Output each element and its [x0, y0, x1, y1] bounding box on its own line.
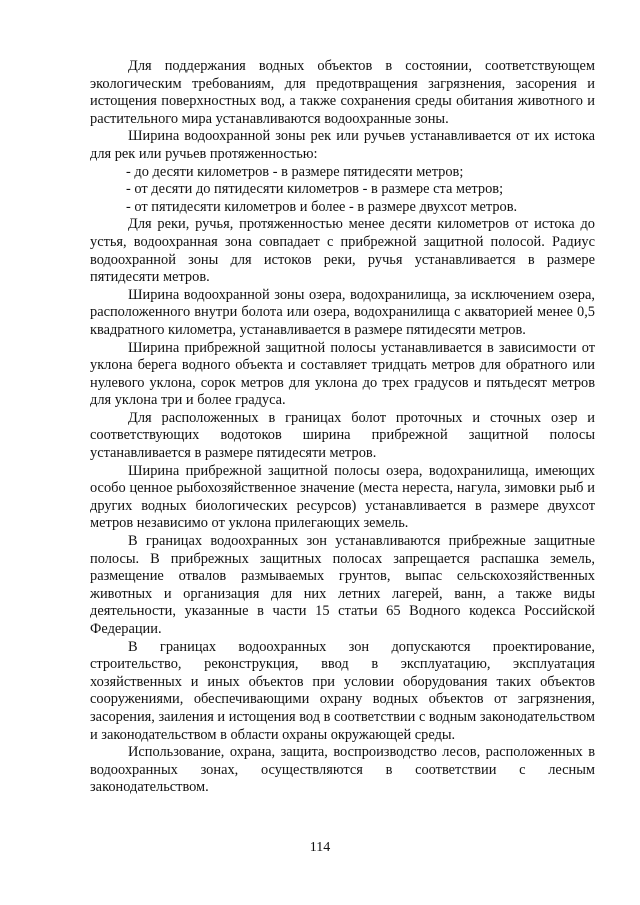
paragraph-swamp-lakes: Для расположенных в границах болот проточных и сточных озер и соответствующих водотоков ширина прибрежной защитной полосы устанавливается в размере пятидесяти метров.: [90, 409, 595, 462]
paragraph-forest-use: Использование, охрана, защита, воспроизводство лесов, расположенных в водоохранных зонах, осуществляются в соответствии с лесным законодательством.: [90, 744, 595, 796]
list-item-over-50km: - от пятидесяти километров и более - в размере двухсот метров.: [126, 198, 518, 215]
document-body: [90, 58, 595, 797]
list-item-under-10km: - до десяти километров - в размере пятидесяти метров;: [126, 163, 464, 180]
page-number: 114: [309, 840, 331, 855]
list-item-10-to-50km: - от десяти до пятидесяти километров - в размере ста метров;: [126, 181, 504, 198]
paragraph-lake-zone-width: Ширина водоохранной зоны озера, водохранилища, за исключением озера, расположенного внутри болота или озера, водохранилища с акваторией менее 0,5 квадратного километра, устанавливается в размере пятидесяти метров.: [90, 286, 595, 338]
paragraph-coastal-strip-restrictions: В границах водоохранных зон устанавливаются прибрежные защитные полосы. В прибрежных защитных полосах запрещается распашка земель, размещение отвалов размываемых грунтов, выпас сельскохозяйственных животных и организация для них летних лагерей, ванн, а также виды деятельности, указанные в части 15 статьи 65 Водного кодекса Российской Федерации.: [90, 533, 595, 637]
paragraph-fishery-lakes: Ширина прибрежной защитной полосы озера, водохранилища, имеющих особо ценное рыбохозяйственное значение (места нереста, нагула, зимовки рыб и других водных биологических ресурсов) устанавливается в размере двухсот метров независимо от уклона прилегающих земель.: [90, 462, 595, 532]
paragraph-water-protection-purpose: Для поддержания водных объектов в состоянии, соответствующем экологическим требованиям, для предотвращения загрязнения, засорения и истощения поверхностных вод, а также сохранения среды обитания животного и растительного мира устанавливаются водоохранные зоны.: [90, 58, 595, 127]
paragraph-short-rivers: Для реки, ручья, протяженностью менее десяти километров от истока до устья, водоохранная зона совпадает с прибрежной защитной полосой. Радиус водоохранной зоны для истоков реки, ручья устанавливается в размере пятидесяти метров.: [90, 216, 595, 286]
paragraph-permitted-construction: В границах водоохранных зон допускаются проектирование, строительство, реконструкция, ввод в эксплуатацию, эксплуатация хозяйственных и иных объектов при условии оборудования таких объектов сооружениями, обеспечивающими охрану водных объектов от загрязнения, засорения, заиления и истощения вод в соответствии с водным законодательством и законодательством в области охраны окружающей среды.: [90, 638, 595, 743]
paragraph-coastal-strip-width: Ширина прибрежной защитной полосы устанавливается в зависимости от уклона берега водного объекта и составляет тридцать метров для обратного или нулевого уклона, сорок метров для уклона до трех градусов и пятьдесят метров для уклона три и более градуса.: [90, 339, 595, 409]
paragraph-river-zone-width: Ширина водоохранной зоны рек или ручьев устанавливается от их истока для рек или ручьев протяженностью:: [90, 128, 595, 162]
